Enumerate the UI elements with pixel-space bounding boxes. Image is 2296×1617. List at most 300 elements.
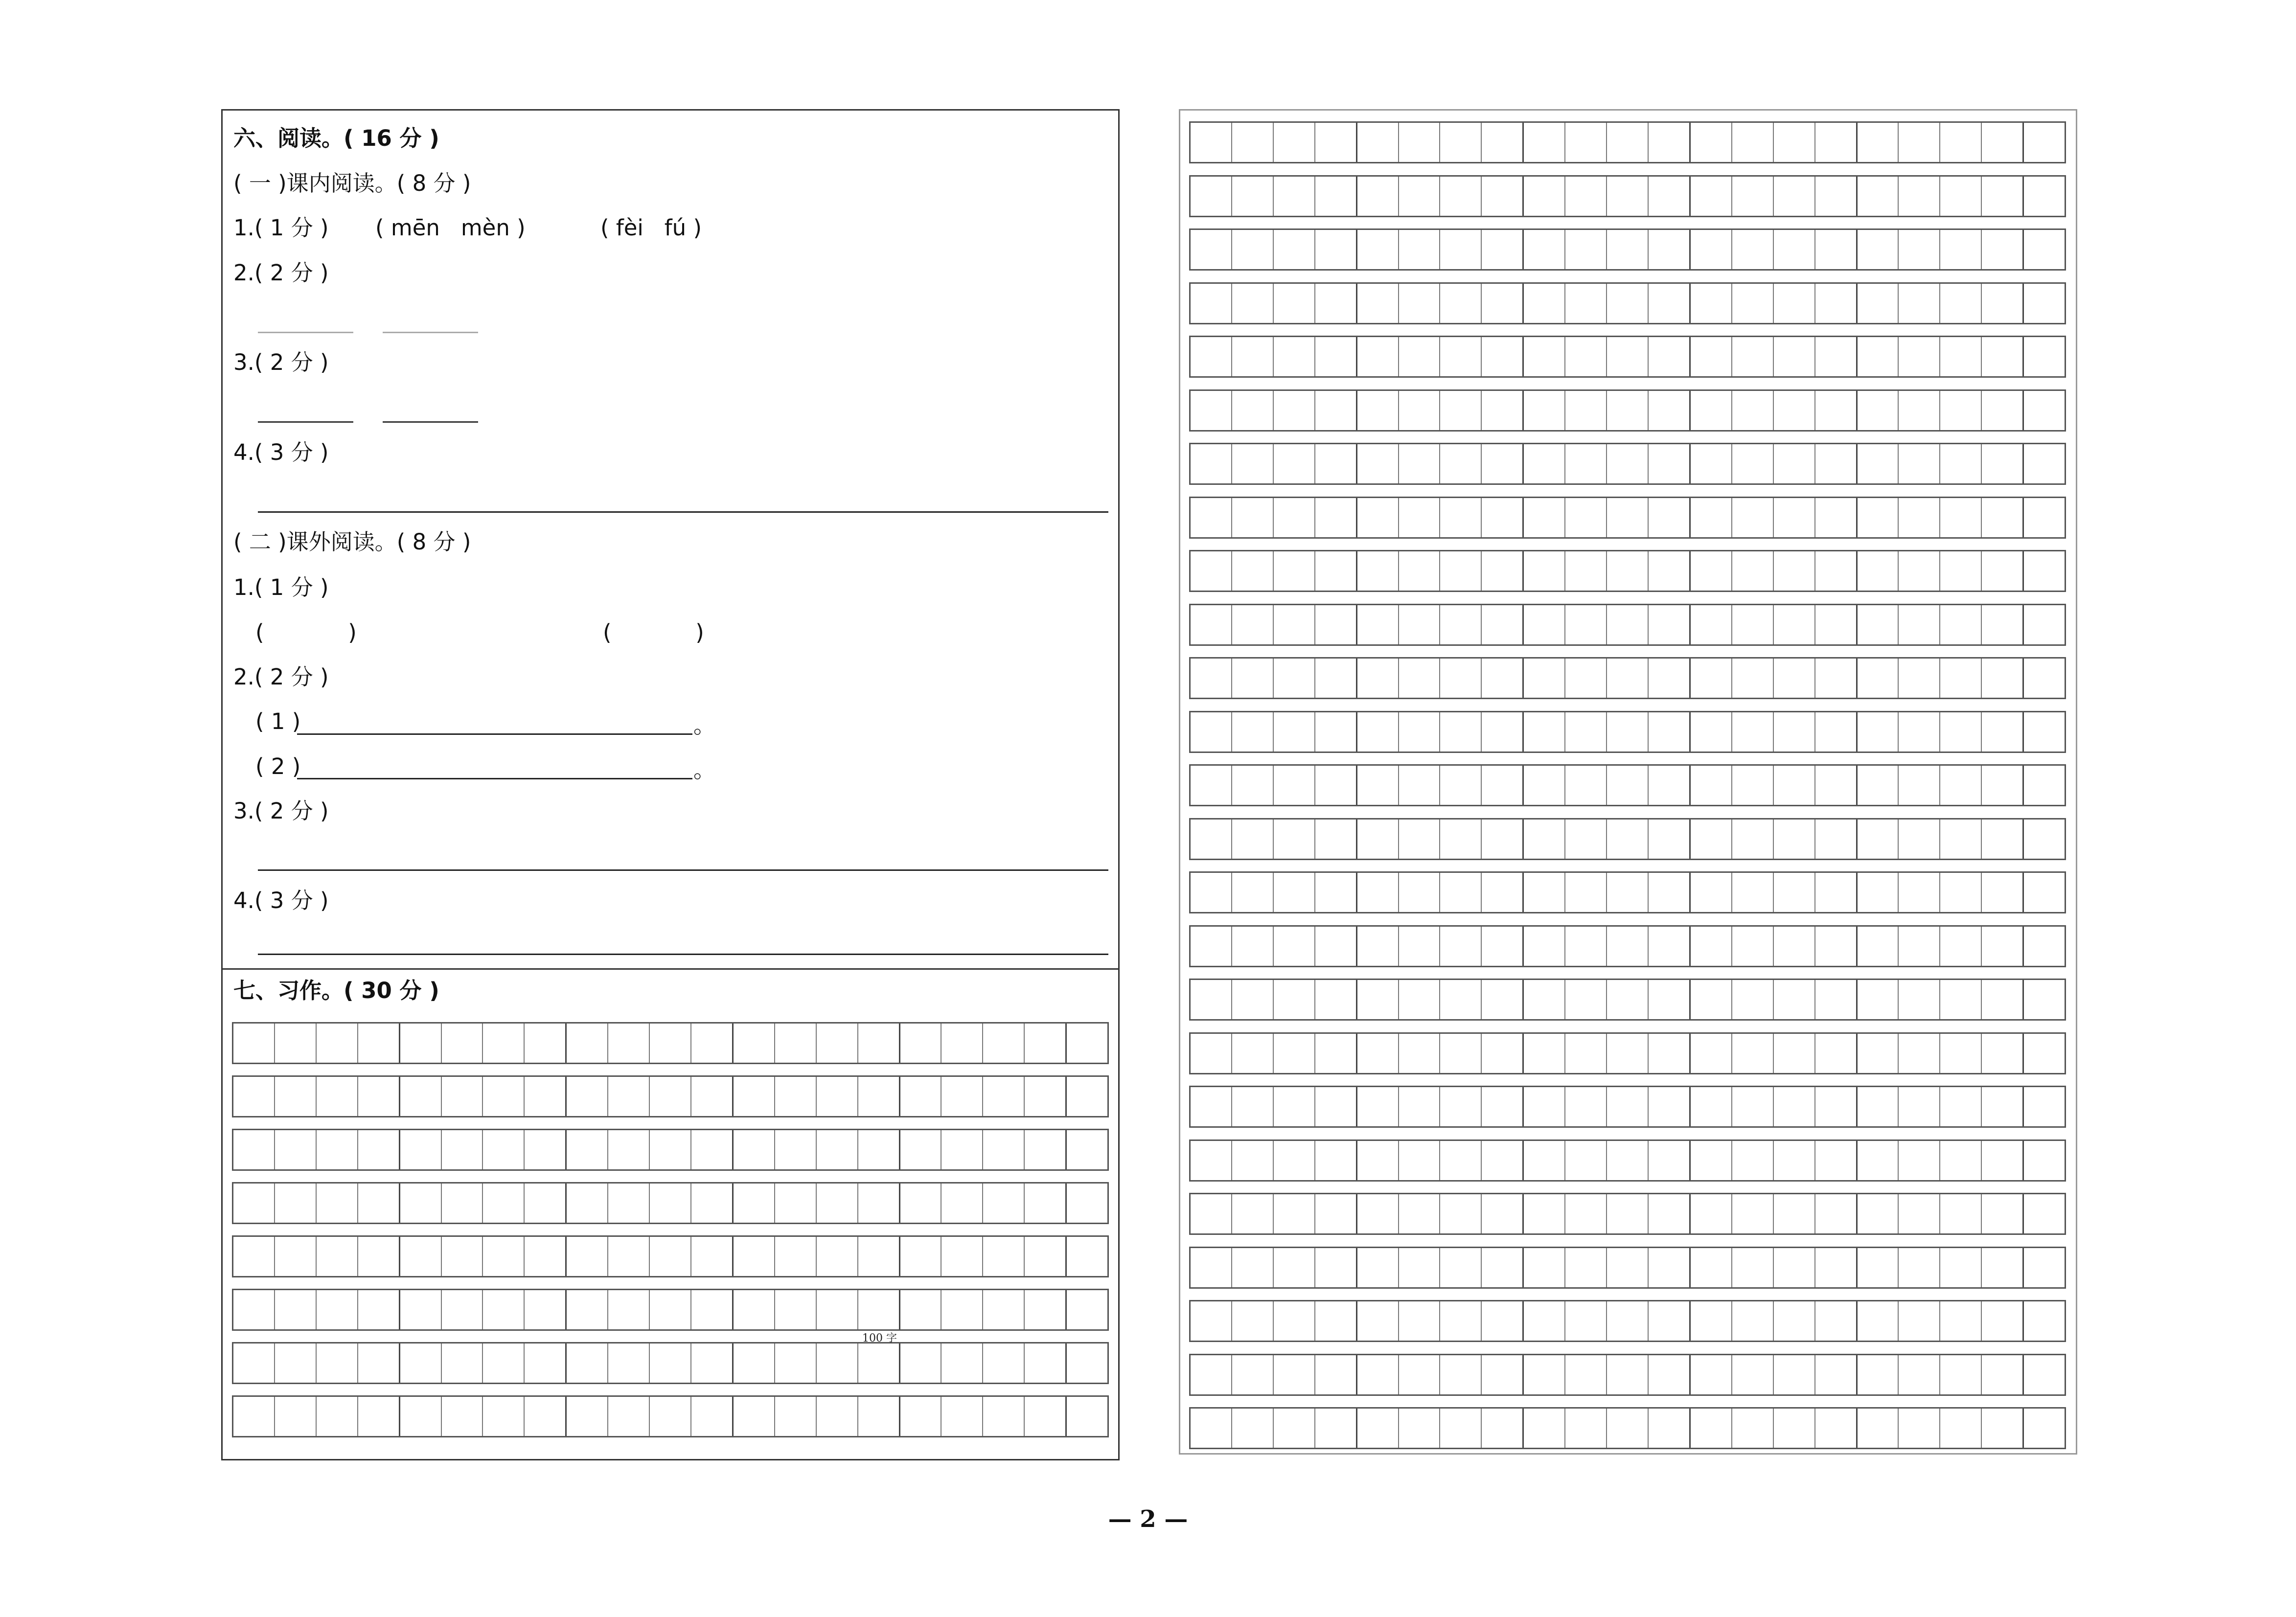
grid-cell[interactable] [1274, 1034, 1315, 1073]
grid-cell[interactable] [1232, 391, 1274, 430]
grid-cell[interactable] [400, 1237, 442, 1276]
grid-cell[interactable] [1858, 498, 1899, 537]
grid-cell[interactable] [1565, 444, 1607, 483]
grid-cell[interactable] [1691, 444, 1732, 483]
grid-cell[interactable] [1274, 712, 1315, 752]
grid-cell[interactable] [1649, 551, 1691, 591]
grid-cell[interactable] [1815, 1087, 1858, 1126]
grid-cell[interactable] [1232, 927, 1274, 966]
grid-cell[interactable] [1274, 123, 1315, 162]
grid-cell[interactable] [1691, 337, 1732, 376]
grid-cell[interactable] [1524, 1087, 1565, 1126]
grid-cell[interactable] [1399, 1355, 1441, 1394]
grid-cell[interactable] [1315, 980, 1357, 1019]
grid-cell[interactable] [1899, 873, 1940, 912]
grid-cell[interactable] [2024, 284, 2065, 323]
grid-cell[interactable] [858, 1290, 900, 1329]
grid-cell[interactable] [1232, 712, 1274, 752]
grid-cell[interactable] [1191, 980, 1232, 1019]
grid-cell[interactable] [1815, 820, 1858, 859]
grid-cell[interactable] [1524, 980, 1565, 1019]
grid-cell[interactable] [1732, 1248, 1774, 1287]
grid-cell[interactable] [858, 1344, 900, 1383]
grid-cell[interactable] [1899, 391, 1940, 430]
grid-cell[interactable] [941, 1024, 983, 1063]
grid-cell[interactable] [233, 1237, 275, 1276]
grid-cell[interactable] [1357, 873, 1399, 912]
grid-cell[interactable] [1191, 1301, 1232, 1341]
grid-cell[interactable] [1858, 1248, 1899, 1287]
grid-cell[interactable] [1067, 1344, 1107, 1383]
grid-cell[interactable] [358, 1077, 400, 1116]
grid-cell[interactable] [1815, 551, 1858, 591]
grid-cell[interactable] [1940, 873, 1982, 912]
grid-cell[interactable] [1315, 230, 1357, 269]
grid-cell[interactable] [1899, 337, 1940, 376]
grid-cell[interactable] [1815, 1409, 1858, 1448]
grid-cell[interactable] [1691, 712, 1732, 752]
grid-cell[interactable] [1732, 766, 1774, 805]
grid-cell[interactable] [1982, 712, 2024, 752]
grid-cell[interactable] [358, 1397, 400, 1436]
grid-cell[interactable] [1940, 391, 1982, 430]
grid-cell[interactable] [1482, 1087, 1524, 1126]
grid-cell[interactable] [1399, 1194, 1441, 1233]
grid-cell[interactable] [525, 1397, 567, 1436]
grid-cell[interactable] [983, 1077, 1025, 1116]
grid-cell[interactable] [567, 1130, 608, 1169]
grid-cell[interactable] [1607, 605, 1649, 644]
grid-cell[interactable] [1565, 123, 1607, 162]
grid-cell[interactable] [233, 1184, 275, 1223]
grid-cell[interactable] [400, 1397, 442, 1436]
grid-cell[interactable] [1482, 391, 1524, 430]
grid-cell[interactable] [1858, 1409, 1899, 1448]
grid-cell[interactable] [1691, 1409, 1732, 1448]
grid-cell[interactable] [1440, 605, 1482, 644]
grid-cell[interactable] [2024, 498, 2065, 537]
grid-cell[interactable] [567, 1344, 608, 1383]
grid-cell[interactable] [1691, 1301, 1732, 1341]
grid-cell[interactable] [525, 1290, 567, 1329]
grid-cell[interactable] [1315, 1248, 1357, 1287]
grid-cell[interactable] [1482, 498, 1524, 537]
grid-cell[interactable] [775, 1237, 817, 1276]
grid-cell[interactable] [1191, 444, 1232, 483]
grid-cell[interactable] [1858, 766, 1899, 805]
grid-cell[interactable] [1815, 1355, 1858, 1394]
grid-cell[interactable] [1482, 1301, 1524, 1341]
grid-cell[interactable] [1899, 498, 1940, 537]
grid-cell[interactable] [1440, 1141, 1482, 1180]
grid-cell[interactable] [233, 1290, 275, 1329]
grid-cell[interactable] [1732, 1355, 1774, 1394]
grid-cell[interactable] [2024, 123, 2065, 162]
grid-cell[interactable] [1482, 873, 1524, 912]
grid-cell[interactable] [858, 1184, 900, 1223]
grid-cell[interactable] [1565, 820, 1607, 859]
grid-cell[interactable] [983, 1397, 1025, 1436]
grid-cell[interactable] [1565, 1034, 1607, 1073]
grid-cell[interactable] [1940, 1034, 1982, 1073]
grid-cell[interactable] [1482, 927, 1524, 966]
grid-cell[interactable] [1691, 659, 1732, 698]
grid-cell[interactable] [1899, 1034, 1940, 1073]
grid-cell[interactable] [1899, 123, 1940, 162]
grid-cell[interactable] [1274, 551, 1315, 591]
grid-cell[interactable] [1315, 551, 1357, 591]
grid-cell[interactable] [525, 1077, 567, 1116]
grid-cell[interactable] [1440, 1355, 1482, 1394]
grid-cell[interactable] [941, 1344, 983, 1383]
grid-cell[interactable] [1940, 766, 1982, 805]
grid-cell[interactable] [1232, 1248, 1274, 1287]
grid-cell[interactable] [400, 1184, 442, 1223]
grid-cell[interactable] [567, 1397, 608, 1436]
grid-cell[interactable] [1815, 1141, 1858, 1180]
grid-cell[interactable] [775, 1344, 817, 1383]
grid-cell[interactable] [1357, 712, 1399, 752]
grid-cell[interactable] [1399, 1034, 1441, 1073]
grid-cell[interactable] [817, 1397, 858, 1436]
grid-cell[interactable] [1482, 820, 1524, 859]
grid-cell[interactable] [442, 1344, 483, 1383]
grid-cell[interactable] [775, 1077, 817, 1116]
grid-cell[interactable] [817, 1184, 858, 1223]
grid-cell[interactable] [734, 1184, 775, 1223]
grid-cell[interactable] [483, 1237, 525, 1276]
grid-cell[interactable] [1691, 873, 1732, 912]
grid-cell[interactable] [1732, 551, 1774, 591]
grid-cell[interactable] [1982, 873, 2024, 912]
grid-cell[interactable] [1482, 177, 1524, 216]
grid-cell[interactable] [1815, 177, 1858, 216]
grid-cell[interactable] [1940, 1248, 1982, 1287]
grid-cell[interactable] [2024, 1034, 2065, 1073]
grid-cell[interactable] [775, 1024, 817, 1063]
grid-cell[interactable] [1482, 980, 1524, 1019]
grid-cell[interactable] [1899, 551, 1940, 591]
grid-cell[interactable] [1607, 1248, 1649, 1287]
grid-cell[interactable] [1315, 605, 1357, 644]
grid-cell[interactable] [1232, 1034, 1274, 1073]
grid-cell[interactable] [1858, 1141, 1899, 1180]
grid-cell[interactable] [1565, 927, 1607, 966]
grid-cell[interactable] [1940, 337, 1982, 376]
grid-cell[interactable] [1315, 927, 1357, 966]
grid-cell[interactable] [1732, 177, 1774, 216]
grid-cell[interactable] [1232, 766, 1274, 805]
grid-cell[interactable] [483, 1077, 525, 1116]
grid-cell[interactable] [1067, 1130, 1107, 1169]
grid-cell[interactable] [1815, 980, 1858, 1019]
grid-cell[interactable] [1191, 873, 1232, 912]
grid-cell[interactable] [1607, 1409, 1649, 1448]
grid-cell[interactable] [1815, 337, 1858, 376]
grid-cell[interactable] [1774, 337, 1815, 376]
grid-cell[interactable] [1774, 659, 1815, 698]
grid-cell[interactable] [1607, 766, 1649, 805]
grid-cell[interactable] [1607, 123, 1649, 162]
grid-cell[interactable] [1774, 284, 1815, 323]
grid-cell[interactable] [483, 1344, 525, 1383]
answer-blank[interactable] [258, 421, 353, 423]
grid-cell[interactable] [858, 1237, 900, 1276]
grid-cell[interactable] [1357, 927, 1399, 966]
grid-cell[interactable] [1899, 444, 1940, 483]
grid-cell[interactable] [1815, 391, 1858, 430]
grid-cell[interactable] [1899, 1141, 1940, 1180]
grid-cell[interactable] [1025, 1184, 1067, 1223]
grid-cell[interactable] [1440, 1034, 1482, 1073]
grid-cell[interactable] [1982, 1034, 2024, 1073]
grid-cell[interactable] [1232, 1194, 1274, 1233]
grid-cell[interactable] [1315, 1355, 1357, 1394]
grid-cell[interactable] [1067, 1397, 1107, 1436]
grid-cell[interactable] [1357, 1355, 1399, 1394]
grid-cell[interactable] [900, 1237, 942, 1276]
grid-cell[interactable] [1399, 1409, 1441, 1448]
grid-cell[interactable] [2024, 391, 2065, 430]
grid-cell[interactable] [567, 1184, 608, 1223]
grid-cell[interactable] [1440, 284, 1482, 323]
grid-cell[interactable] [1524, 391, 1565, 430]
grid-cell[interactable] [1315, 1194, 1357, 1233]
grid-cell[interactable] [734, 1077, 775, 1116]
grid-cell[interactable] [442, 1024, 483, 1063]
grid-cell[interactable] [1399, 820, 1441, 859]
grid-cell[interactable] [817, 1344, 858, 1383]
grid-cell[interactable] [233, 1024, 275, 1063]
grid-cell[interactable] [1357, 551, 1399, 591]
grid-cell[interactable] [1774, 391, 1815, 430]
grid-cell[interactable] [1940, 980, 1982, 1019]
grid-cell[interactable] [1357, 1409, 1399, 1448]
grid-cell[interactable] [900, 1184, 942, 1223]
grid-cell[interactable] [1858, 444, 1899, 483]
grid-cell[interactable] [1815, 444, 1858, 483]
grid-cell[interactable] [1940, 123, 1982, 162]
grid-cell[interactable] [1982, 337, 2024, 376]
grid-cell[interactable] [1565, 1248, 1607, 1287]
grid-cell[interactable] [1565, 766, 1607, 805]
grid-cell[interactable] [1232, 123, 1274, 162]
grid-cell[interactable] [817, 1077, 858, 1116]
grid-cell[interactable] [1274, 1301, 1315, 1341]
grid-cell[interactable] [1858, 659, 1899, 698]
grid-cell[interactable] [275, 1130, 317, 1169]
grid-cell[interactable] [1399, 927, 1441, 966]
grid-cell[interactable] [941, 1130, 983, 1169]
grid-cell[interactable] [1899, 927, 1940, 966]
grid-cell[interactable] [1025, 1290, 1067, 1329]
grid-cell[interactable] [1774, 605, 1815, 644]
grid-cell[interactable] [1649, 1194, 1691, 1233]
grid-cell[interactable] [1899, 284, 1940, 323]
grid-cell[interactable] [691, 1397, 734, 1436]
grid-cell[interactable] [1982, 820, 2024, 859]
grid-cell[interactable] [1274, 1194, 1315, 1233]
grid-cell[interactable] [1691, 927, 1732, 966]
grid-cell[interactable] [1565, 284, 1607, 323]
grid-cell[interactable] [1899, 605, 1940, 644]
grid-cell[interactable] [1982, 980, 2024, 1019]
grid-cell[interactable] [275, 1290, 317, 1329]
grid-cell[interactable] [358, 1344, 400, 1383]
grid-cell[interactable] [1940, 444, 1982, 483]
grid-cell[interactable] [1940, 498, 1982, 537]
grid-cell[interactable] [1440, 177, 1482, 216]
grid-cell[interactable] [1191, 1409, 1232, 1448]
grid-cell[interactable] [1357, 1194, 1399, 1233]
grid-cell[interactable] [1440, 337, 1482, 376]
grid-cell[interactable] [1482, 1194, 1524, 1233]
grid-cell[interactable] [1232, 337, 1274, 376]
answer-line[interactable] [258, 511, 1108, 513]
grid-cell[interactable] [2024, 659, 2065, 698]
grid-cell[interactable] [734, 1237, 775, 1276]
grid-cell[interactable] [1607, 498, 1649, 537]
grid-cell[interactable] [1649, 605, 1691, 644]
grid-cell[interactable] [1815, 284, 1858, 323]
grid-cell[interactable] [1691, 230, 1732, 269]
grid-cell[interactable] [1565, 980, 1607, 1019]
grid-cell[interactable] [1565, 1301, 1607, 1341]
grid-cell[interactable] [275, 1024, 317, 1063]
grid-cell[interactable] [1440, 927, 1482, 966]
grid-cell[interactable] [1732, 1087, 1774, 1126]
grid-cell[interactable] [1940, 820, 1982, 859]
grid-cell[interactable] [1232, 1409, 1274, 1448]
grid-cell[interactable] [317, 1024, 358, 1063]
grid-cell[interactable] [1982, 1355, 2024, 1394]
grid-cell[interactable] [1524, 605, 1565, 644]
grid-cell[interactable] [275, 1397, 317, 1436]
grid-cell[interactable] [1815, 659, 1858, 698]
grid-cell[interactable] [1191, 1355, 1232, 1394]
grid-cell[interactable] [1649, 1355, 1691, 1394]
grid-cell[interactable] [1399, 1248, 1441, 1287]
grid-cell[interactable] [817, 1237, 858, 1276]
grid-cell[interactable] [983, 1024, 1025, 1063]
grid-cell[interactable] [1191, 659, 1232, 698]
grid-cell[interactable] [1315, 820, 1357, 859]
grid-cell[interactable] [1357, 230, 1399, 269]
grid-cell[interactable] [1565, 1355, 1607, 1394]
grid-cell[interactable] [1982, 659, 2024, 698]
grid-cell[interactable] [567, 1237, 608, 1276]
answer-line[interactable] [258, 869, 1108, 871]
grid-cell[interactable] [1565, 551, 1607, 591]
grid-cell[interactable] [983, 1237, 1025, 1276]
grid-cell[interactable] [1232, 659, 1274, 698]
grid-cell[interactable] [2024, 873, 2065, 912]
grid-cell[interactable] [1482, 444, 1524, 483]
grid-cell[interactable] [1607, 444, 1649, 483]
grid-cell[interactable] [1691, 605, 1732, 644]
grid-cell[interactable] [1565, 177, 1607, 216]
grid-cell[interactable] [608, 1184, 650, 1223]
grid-cell[interactable] [1982, 551, 2024, 591]
grid-cell[interactable] [1607, 1141, 1649, 1180]
grid-cell[interactable] [1649, 177, 1691, 216]
grid-cell[interactable] [650, 1237, 691, 1276]
grid-cell[interactable] [1649, 337, 1691, 376]
grid-cell[interactable] [941, 1077, 983, 1116]
answer-blank[interactable] [258, 332, 353, 333]
grid-cell[interactable] [1858, 551, 1899, 591]
grid-cell[interactable] [1482, 284, 1524, 323]
grid-cell[interactable] [775, 1184, 817, 1223]
grid-cell[interactable] [691, 1290, 734, 1329]
grid-cell[interactable] [1732, 337, 1774, 376]
grid-cell[interactable] [1025, 1130, 1067, 1169]
grid-cell[interactable] [1274, 444, 1315, 483]
grid-cell[interactable] [1982, 1301, 2024, 1341]
grid-cell[interactable] [1274, 873, 1315, 912]
grid-cell[interactable] [2024, 820, 2065, 859]
grid-cell[interactable] [1899, 712, 1940, 752]
grid-cell[interactable] [1274, 391, 1315, 430]
grid-cell[interactable] [1232, 980, 1274, 1019]
grid-cell[interactable] [2024, 1409, 2065, 1448]
grid-cell[interactable] [1940, 605, 1982, 644]
grid-cell[interactable] [1774, 1409, 1815, 1448]
grid-cell[interactable] [1858, 1355, 1899, 1394]
grid-cell[interactable] [1774, 498, 1815, 537]
grid-cell[interactable] [1774, 230, 1815, 269]
grid-cell[interactable] [1691, 1141, 1732, 1180]
grid-cell[interactable] [734, 1290, 775, 1329]
grid-cell[interactable] [650, 1130, 691, 1169]
grid-cell[interactable] [1858, 605, 1899, 644]
grid-cell[interactable] [1565, 498, 1607, 537]
grid-cell[interactable] [1232, 284, 1274, 323]
grid-cell[interactable] [650, 1344, 691, 1383]
grid-cell[interactable] [1899, 177, 1940, 216]
grid-cell[interactable] [1815, 712, 1858, 752]
grid-cell[interactable] [1607, 980, 1649, 1019]
grid-cell[interactable] [1691, 391, 1732, 430]
grid-cell[interactable] [608, 1237, 650, 1276]
grid-cell[interactable] [1774, 873, 1815, 912]
grid-cell[interactable] [2024, 444, 2065, 483]
grid-cell[interactable] [2024, 927, 2065, 966]
grid-cell[interactable] [1649, 927, 1691, 966]
grid-cell[interactable] [317, 1344, 358, 1383]
grid-cell[interactable] [1191, 391, 1232, 430]
grid-cell[interactable] [1732, 444, 1774, 483]
grid-cell[interactable] [1607, 712, 1649, 752]
grid-cell[interactable] [1524, 1034, 1565, 1073]
grid-cell[interactable] [1440, 1409, 1482, 1448]
grid-cell[interactable] [1815, 873, 1858, 912]
grid-cell[interactable] [1524, 551, 1565, 591]
grid-cell[interactable] [1274, 498, 1315, 537]
grid-cell[interactable] [1067, 1184, 1107, 1223]
grid-cell[interactable] [1774, 766, 1815, 805]
grid-cell[interactable] [1524, 659, 1565, 698]
grid-cell[interactable] [1232, 1141, 1274, 1180]
grid-cell[interactable] [1191, 766, 1232, 805]
grid-cell[interactable] [608, 1344, 650, 1383]
grid-cell[interactable] [1607, 1034, 1649, 1073]
grid-cell[interactable] [400, 1344, 442, 1383]
grid-cell[interactable] [1191, 498, 1232, 537]
grid-cell[interactable] [525, 1237, 567, 1276]
grid-cell[interactable] [1399, 605, 1441, 644]
grid-cell[interactable] [1524, 177, 1565, 216]
